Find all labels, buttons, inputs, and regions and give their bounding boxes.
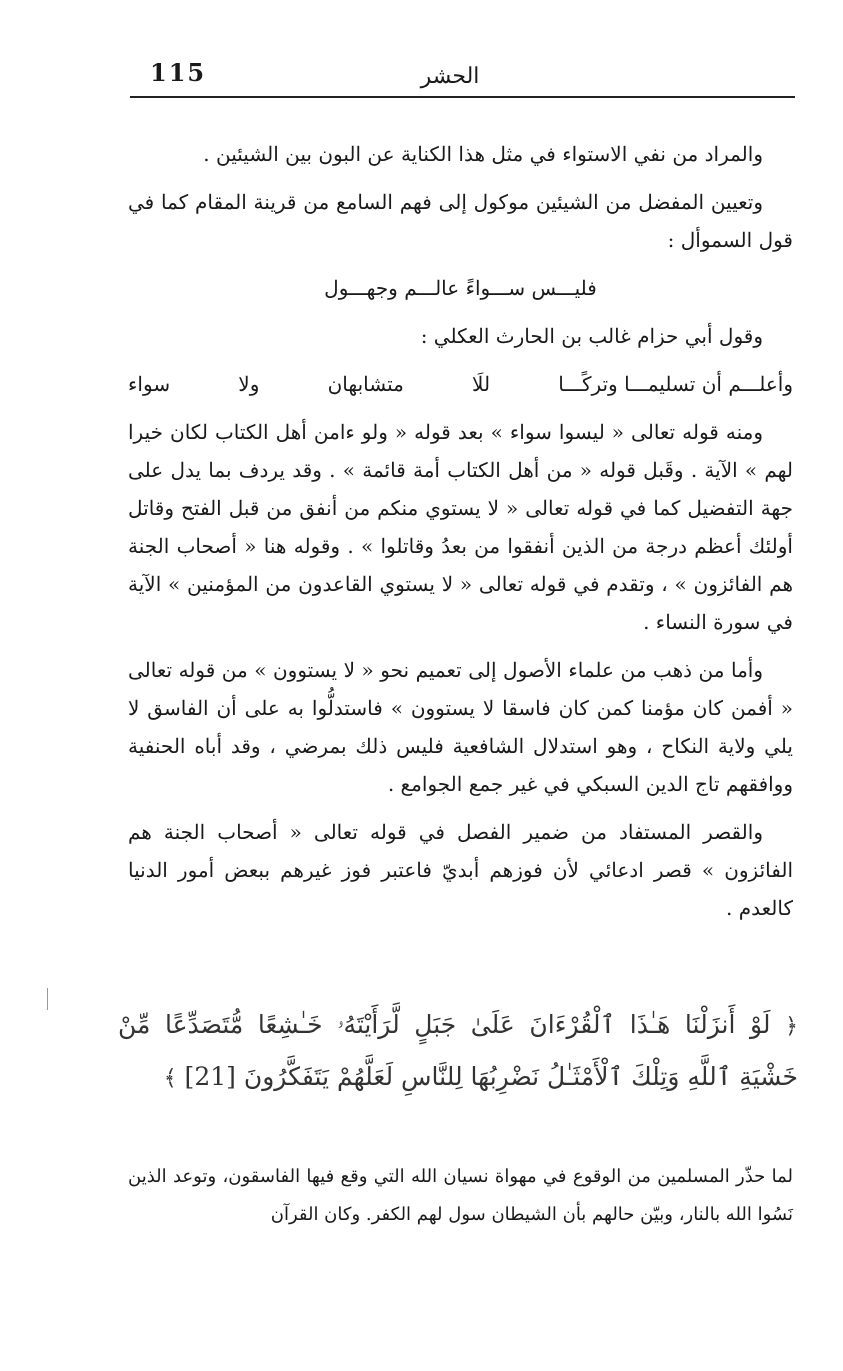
paragraph-6: والقصر المستفاد من ضمير الفصل في قوله تعالى « أصحاب الجنة هم الفائزون » قصر ادعائي لأن فوزهم أبديّ فاعتبر فوز غيرهم ببعض أمور الدنيا كالعدم . — [128, 820, 793, 920]
paragraph-5: وأما من ذهب من علماء الأصول إلى تعميم نحو « لا يستوون » من قوله تعالى « أفمن كان مؤمنا كمن كان فاسقا لا يستوون » فاستدلُّوا به على أن الفاسق لا يلي ولاية النكاح ، وهو استدلال الشافعية فليس ذلك بمرضي ، وقد أباه الحنفية ووافقهم تاج الدين السبكي في غير جمع الجوامع . — [128, 658, 793, 796]
verse-number: [21] — [184, 1062, 236, 1091]
verse-akli-part-3: متشابهان — [327, 372, 404, 396]
open-ornament: ﴿ — [785, 1014, 798, 1039]
running-title: الحشر — [420, 64, 480, 89]
scan-mark — [47, 988, 48, 1010]
main-text — [128, 135, 793, 937]
verse-akli-part-2: للَا — [472, 372, 491, 396]
paragraph-2: وتعيين المفضل من الشيئين موكول إلى فهم السامع من قرينة المقام كما في قول السموأل : — [128, 190, 793, 252]
verse-samawal: فليـــس ســـواءً عالـــم وجهـــول — [324, 276, 597, 300]
page-number: 115 — [150, 58, 207, 87]
close-ornament: ﴾ — [163, 1066, 177, 1091]
verse-akli-part-1: وأعلـــم أن تسليمـــا وتركًـــا — [558, 372, 793, 396]
verse-akli-part-4: ولا — [238, 372, 260, 396]
verse-akli — [128, 365, 793, 403]
quran-text: لَوْ أَنزَلْنَا هَـٰذَا ٱلْقُرْءَانَ عَلَىٰ جَبَلٍ لَّرَأَيْتَهُۥ خَـٰشِعًا مُّتَصَدِّعًا مِّنْ خَشْيَةِ ٱللَّهِ وَتِلْكَ ٱلْأَمْثَـٰلُ نَضْرِبُهَا لِلنَّاسِ لَعَلَّهُمْ يَتَفَكَّرُونَ — [118, 1010, 798, 1091]
quran-verse — [118, 1000, 798, 1104]
verse-akli-part-5: سواء — [128, 372, 171, 396]
header-rule — [130, 96, 795, 98]
paragraph-3: وقول أبي حزام غالب بن الحارث العكلي : — [420, 324, 763, 348]
paragraph-4: ومنه قوله تعالى « ليسوا سواء » بعد قوله « ولو ءامن أهل الكتاب لكان خيرا لهم » الآية . وقَبل قوله « من أهل الكتاب أمة قائمة » . وقد يردف بما يدل على جهة التفضيل كما في قوله تعالى « لا يستوي منكم من أنفق من قبل الفتح وقاتل أولئك أعظم درجة من الذين أنفقوا من بعدُ وقاتلوا » . وقوله هنا « أصحاب الجنة هم الفائزون » ، وتقدم في قوله تعالى « لا يستوي القاعدون من المؤمنين » الآية في سورة النساء . — [128, 420, 793, 634]
commentary-intro: لما حذّر المسلمين من الوقوع في مهواة نسيان الله التي وقع فيها الفاسقون، وتوعد الذين نَسُوا الله بالنار، وبيّن حالهم بأن الشيطان سول لهم الكفر. وكان القرآن — [128, 1166, 793, 1225]
paragraph-1: والمراد من نفي الاستواء في مثل هذا الكناية عن البون بين الشيئين . — [203, 142, 763, 166]
